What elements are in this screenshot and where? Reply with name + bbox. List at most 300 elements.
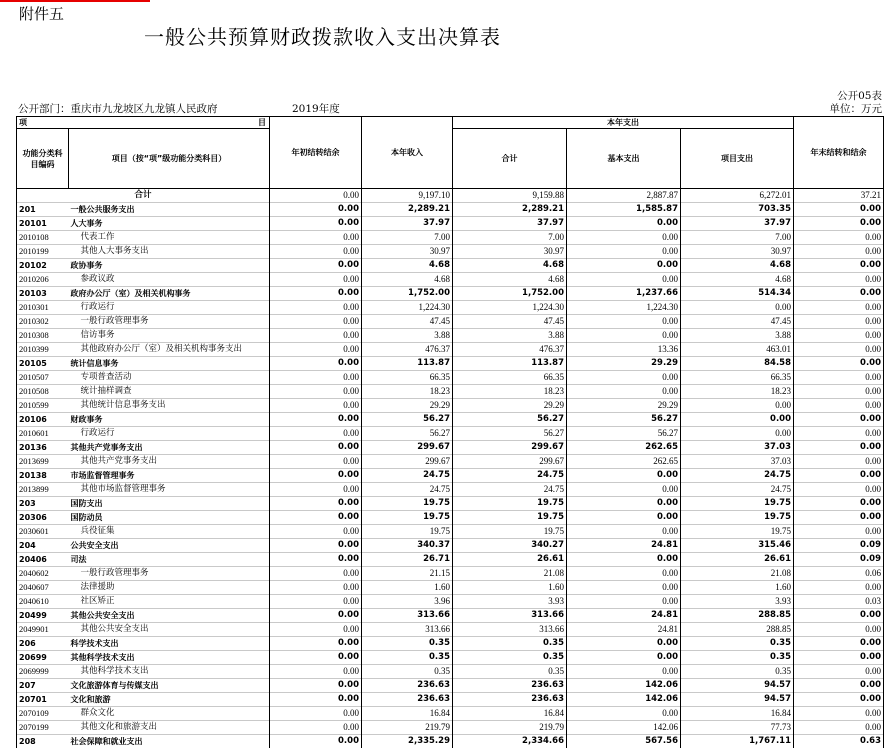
row-expense-project: 1.60 xyxy=(681,581,794,595)
row-expense-basic: 1,585.87 xyxy=(567,203,681,217)
table-row xyxy=(17,707,884,721)
row-code: 2010508 xyxy=(17,385,69,399)
row-expense-basic: 13.36 xyxy=(567,343,681,357)
row-expense-total: 219.79 xyxy=(453,721,567,735)
row-expense-basic: 29.29 xyxy=(567,399,681,413)
row-name: 兵役征集 xyxy=(69,525,270,539)
row-name: 其他市场监督管理事务 xyxy=(69,483,270,497)
row-current-income: 19.75 xyxy=(362,497,453,511)
row-opening-balance: 0.00 xyxy=(270,259,362,273)
row-closing-balance: 0.00 xyxy=(794,665,884,679)
row-name: 专项普查活动 xyxy=(69,371,270,385)
row-opening-balance: 0.00 xyxy=(270,595,362,609)
table-row xyxy=(17,329,884,343)
row-expense-basic: 0.00 xyxy=(567,665,681,679)
table-row xyxy=(17,553,884,567)
table-row xyxy=(17,581,884,595)
table-row xyxy=(17,245,884,259)
row-expense-project: 18.23 xyxy=(681,385,794,399)
row-opening-balance: 0.00 xyxy=(270,721,362,735)
row-name: 财政事务 xyxy=(69,413,270,427)
row-name: 政协事务 xyxy=(69,259,270,273)
row-current-income: 24.75 xyxy=(362,469,453,483)
table-row xyxy=(17,483,884,497)
row-opening-balance: 0.00 xyxy=(270,287,362,301)
row-opening-balance: 0.00 xyxy=(270,665,362,679)
row-code: 2013899 xyxy=(17,483,69,497)
row-name: 统计信息事务 xyxy=(69,357,270,371)
row-expense-basic: 0.00 xyxy=(567,259,681,273)
row-closing-balance: 0.00 xyxy=(794,329,884,343)
table-row xyxy=(17,469,884,483)
row-expense-project: 37.03 xyxy=(681,441,794,455)
row-expense-project: 3.93 xyxy=(681,595,794,609)
row-opening-balance: 0.00 xyxy=(270,329,362,343)
row-closing-balance: 0.00 xyxy=(794,707,884,721)
row-opening-balance: 0.00 xyxy=(270,469,362,483)
row-current-income: 56.27 xyxy=(362,413,453,427)
row-name: 国防动员 xyxy=(69,511,270,525)
row-expense-total: 1,224.30 xyxy=(453,301,567,315)
row-current-income: 2,289.21 xyxy=(362,203,453,217)
row-name: 信访事务 xyxy=(69,329,270,343)
row-name: 一般行政管理事务 xyxy=(69,315,270,329)
row-code: 2010199 xyxy=(17,245,69,259)
row-code: 2070109 xyxy=(17,707,69,721)
total-opening-balance: 0.00 xyxy=(270,189,362,203)
row-expense-project: 30.97 xyxy=(681,245,794,259)
row-expense-total: 19.75 xyxy=(453,497,567,511)
row-expense-basic: 0.00 xyxy=(567,245,681,259)
table-row xyxy=(17,441,884,455)
row-opening-balance: 0.00 xyxy=(270,245,362,259)
row-name: 其他公共安全支出 xyxy=(69,609,270,623)
row-code: 2010507 xyxy=(17,371,69,385)
row-name: 其他文化和旅游支出 xyxy=(69,721,270,735)
row-code: 2040602 xyxy=(17,567,69,581)
row-opening-balance: 0.00 xyxy=(270,553,362,567)
row-expense-basic: 1,237.66 xyxy=(567,287,681,301)
row-current-income: 16.84 xyxy=(362,707,453,721)
row-name: 代表工作 xyxy=(69,231,270,245)
row-expense-total: 21.08 xyxy=(453,567,567,581)
document-title xyxy=(0,21,895,50)
attachment-label: 附件五 xyxy=(19,5,65,23)
row-closing-balance: 0.03 xyxy=(794,595,884,609)
row-closing-balance: 0.00 xyxy=(794,721,884,735)
row-opening-balance: 0.00 xyxy=(270,385,362,399)
row-name: 公共安全支出 xyxy=(69,539,270,553)
row-code: 2040610 xyxy=(17,595,69,609)
row-current-income: 66.35 xyxy=(362,371,453,385)
row-expense-project: 4.68 xyxy=(681,273,794,287)
row-expense-total: 313.66 xyxy=(453,609,567,623)
row-closing-balance: 0.00 xyxy=(794,609,884,623)
row-expense-project: 24.75 xyxy=(681,469,794,483)
row-current-income: 30.97 xyxy=(362,245,453,259)
row-expense-basic: 262.65 xyxy=(567,441,681,455)
header-current-income: 本年收入 xyxy=(362,117,453,189)
row-opening-balance: 0.00 xyxy=(270,693,362,707)
row-expense-basic: 262.65 xyxy=(567,455,681,469)
row-current-income: 236.63 xyxy=(362,693,453,707)
row-closing-balance: 0.00 xyxy=(794,441,884,455)
row-expense-project: 84.58 xyxy=(681,357,794,371)
table-row xyxy=(17,525,884,539)
row-expense-project: 21.08 xyxy=(681,567,794,581)
row-expense-project: 0.00 xyxy=(681,413,794,427)
row-expense-project: 703.35 xyxy=(681,203,794,217)
row-expense-basic: 0.00 xyxy=(567,553,681,567)
table-row xyxy=(17,343,884,357)
table-row xyxy=(17,371,884,385)
row-current-income: 26.71 xyxy=(362,553,453,567)
row-current-income: 0.35 xyxy=(362,665,453,679)
row-expense-total: 7.00 xyxy=(453,231,567,245)
row-name: 社区矫正 xyxy=(69,595,270,609)
row-expense-total: 0.35 xyxy=(453,651,567,665)
row-closing-balance: 0.00 xyxy=(794,651,884,665)
row-expense-basic: 142.06 xyxy=(567,721,681,735)
row-expense-basic: 0.00 xyxy=(567,231,681,245)
table-row xyxy=(17,217,884,231)
row-name: 行政运行 xyxy=(69,301,270,315)
row-expense-total: 236.63 xyxy=(453,679,567,693)
row-code: 20101 xyxy=(17,217,69,231)
table-row xyxy=(17,301,884,315)
row-current-income: 476.37 xyxy=(362,343,453,357)
table-row xyxy=(17,679,884,693)
row-opening-balance: 0.00 xyxy=(270,707,362,721)
row-name: 一般公共服务支出 xyxy=(69,203,270,217)
row-expense-basic: 0.00 xyxy=(567,371,681,385)
row-expense-project: 77.73 xyxy=(681,721,794,735)
row-expense-basic: 0.00 xyxy=(567,217,681,231)
row-current-income: 29.29 xyxy=(362,399,453,413)
row-opening-balance: 0.00 xyxy=(270,567,362,581)
table-row xyxy=(17,455,884,469)
table-row xyxy=(17,609,884,623)
row-closing-balance: 0.00 xyxy=(794,679,884,693)
row-expense-project: 19.75 xyxy=(681,511,794,525)
row-current-income: 19.75 xyxy=(362,525,453,539)
row-expense-total: 19.75 xyxy=(453,511,567,525)
row-expense-total: 18.23 xyxy=(453,385,567,399)
row-expense-basic: 0.00 xyxy=(567,637,681,651)
table-row xyxy=(17,665,884,679)
row-expense-total: 299.67 xyxy=(453,455,567,469)
row-opening-balance: 0.00 xyxy=(270,217,362,231)
row-closing-balance: 0.09 xyxy=(794,539,884,553)
row-current-income: 18.23 xyxy=(362,385,453,399)
row-expense-basic: 0.00 xyxy=(567,581,681,595)
row-expense-project: 66.35 xyxy=(681,371,794,385)
row-closing-balance: 0.00 xyxy=(794,357,884,371)
row-current-income: 37.97 xyxy=(362,217,453,231)
row-current-income: 47.45 xyxy=(362,315,453,329)
total-current-income: 9,197.10 xyxy=(362,189,453,203)
fiscal-year: 2019年度 xyxy=(292,103,340,115)
row-closing-balance: 0.00 xyxy=(794,427,884,441)
row-code: 206 xyxy=(17,637,69,651)
row-expense-basic: 24.81 xyxy=(567,623,681,637)
row-code: 2010399 xyxy=(17,343,69,357)
row-name: 市场监督管理事务 xyxy=(69,469,270,483)
row-opening-balance: 0.00 xyxy=(270,301,362,315)
row-code: 20102 xyxy=(17,259,69,273)
total-expense-basic: 2,887.87 xyxy=(567,189,681,203)
row-code: 2010601 xyxy=(17,427,69,441)
row-expense-total: 313.66 xyxy=(453,623,567,637)
row-code: 2049901 xyxy=(17,623,69,637)
row-opening-balance: 0.00 xyxy=(270,371,362,385)
row-code: 2010108 xyxy=(17,231,69,245)
row-code: 2010301 xyxy=(17,301,69,315)
row-opening-balance: 0.00 xyxy=(270,455,362,469)
row-opening-balance: 0.00 xyxy=(270,483,362,497)
header-closing-balance: 年末结转和结余 xyxy=(794,117,884,189)
table-row xyxy=(17,273,884,287)
row-expense-total: 37.97 xyxy=(453,217,567,231)
row-expense-project: 288.85 xyxy=(681,623,794,637)
row-opening-balance: 0.00 xyxy=(270,427,362,441)
row-closing-balance: 0.00 xyxy=(794,413,884,427)
row-name: 其他统计信息事务支出 xyxy=(69,399,270,413)
row-expense-basic: 56.27 xyxy=(567,427,681,441)
row-expense-project: 47.45 xyxy=(681,315,794,329)
row-code: 20306 xyxy=(17,511,69,525)
row-expense-basic: 0.00 xyxy=(567,315,681,329)
row-expense-total: 2,289.21 xyxy=(453,203,567,217)
row-opening-balance: 0.00 xyxy=(270,525,362,539)
row-name: 群众文化 xyxy=(69,707,270,721)
row-current-income: 340.37 xyxy=(362,539,453,553)
row-name: 法律援助 xyxy=(69,581,270,595)
row-closing-balance: 0.09 xyxy=(794,553,884,567)
row-expense-total: 19.75 xyxy=(453,525,567,539)
budget-table xyxy=(16,116,884,748)
row-name: 其他科学技术支出 xyxy=(69,665,270,679)
row-expense-basic: 56.27 xyxy=(567,413,681,427)
row-closing-balance: 0.00 xyxy=(794,301,884,315)
row-expense-total: 47.45 xyxy=(453,315,567,329)
row-expense-project: 0.35 xyxy=(681,665,794,679)
unit-label: 单位：万元 xyxy=(829,103,882,115)
table-row xyxy=(17,413,884,427)
row-expense-project: 26.61 xyxy=(681,553,794,567)
row-current-income: 2,335.29 xyxy=(362,735,453,749)
row-code: 203 xyxy=(17,497,69,511)
row-expense-total: 24.75 xyxy=(453,483,567,497)
table-row xyxy=(17,357,884,371)
row-opening-balance: 0.00 xyxy=(270,623,362,637)
row-closing-balance: 0.00 xyxy=(794,273,884,287)
table-row xyxy=(17,595,884,609)
table-row xyxy=(17,735,884,749)
header-row-1 xyxy=(17,117,884,129)
row-expense-total: 340.27 xyxy=(453,539,567,553)
row-closing-balance: 0.00 xyxy=(794,231,884,245)
row-expense-project: 37.97 xyxy=(681,217,794,231)
row-opening-balance: 0.00 xyxy=(270,203,362,217)
row-closing-balance: 0.00 xyxy=(794,483,884,497)
row-current-income: 299.67 xyxy=(362,455,453,469)
row-opening-balance: 0.00 xyxy=(270,231,362,245)
row-expense-basic: 142.06 xyxy=(567,679,681,693)
row-opening-balance: 0.00 xyxy=(270,511,362,525)
row-name: 政府办公厅（室）及相关机构事务 xyxy=(69,287,270,301)
table-row xyxy=(17,497,884,511)
row-code: 2010308 xyxy=(17,329,69,343)
row-current-income: 1,752.00 xyxy=(362,287,453,301)
row-expense-basic: 29.29 xyxy=(567,357,681,371)
row-expense-basic: 0.00 xyxy=(567,483,681,497)
row-expense-project: 4.68 xyxy=(681,259,794,273)
row-current-income: 7.00 xyxy=(362,231,453,245)
row-opening-balance: 0.00 xyxy=(270,413,362,427)
header-name: 项目（按“项”级功能分类科目） xyxy=(69,129,270,189)
row-expense-basic: 0.00 xyxy=(567,707,681,721)
row-closing-balance: 0.00 xyxy=(794,511,884,525)
row-expense-basic: 0.00 xyxy=(567,469,681,483)
row-expense-basic: 0.00 xyxy=(567,385,681,399)
row-name: 科学技术支出 xyxy=(69,637,270,651)
row-current-income: 299.67 xyxy=(362,441,453,455)
row-name: 其他政府办公厅（室）及相关机构事务支出 xyxy=(69,343,270,357)
row-opening-balance: 0.00 xyxy=(270,539,362,553)
row-expense-basic: 0.00 xyxy=(567,511,681,525)
row-expense-total: 113.87 xyxy=(453,357,567,371)
row-expense-total: 29.29 xyxy=(453,399,567,413)
row-expense-basic: 0.00 xyxy=(567,567,681,581)
row-expense-project: 37.03 xyxy=(681,455,794,469)
row-code: 20406 xyxy=(17,553,69,567)
row-code: 20699 xyxy=(17,651,69,665)
row-current-income: 313.66 xyxy=(362,609,453,623)
row-expense-total: 4.68 xyxy=(453,273,567,287)
row-expense-total: 30.97 xyxy=(453,245,567,259)
row-closing-balance: 0.00 xyxy=(794,497,884,511)
document-title-text: 一般公共预算财政拨款收入支出决算表 xyxy=(144,25,501,49)
row-expense-total: 3.88 xyxy=(453,329,567,343)
row-name: 其他科学技术支出 xyxy=(69,651,270,665)
total-expense-project: 6,272.01 xyxy=(681,189,794,203)
row-code: 20701 xyxy=(17,693,69,707)
top-accent-line xyxy=(0,0,150,2)
header-item xyxy=(17,117,270,129)
row-expense-project: 1,767.11 xyxy=(681,735,794,749)
row-closing-balance: 0.00 xyxy=(794,315,884,329)
row-closing-balance: 0.00 xyxy=(794,217,884,231)
header-current-expense: 本年支出 xyxy=(453,117,794,129)
header-basic: 基本支出 xyxy=(567,129,681,189)
row-name: 其他公共安全支出 xyxy=(69,623,270,637)
row-expense-basic: 142.06 xyxy=(567,693,681,707)
table-body xyxy=(17,189,884,749)
row-code: 204 xyxy=(17,539,69,553)
row-opening-balance: 0.00 xyxy=(270,497,362,511)
row-opening-balance: 0.00 xyxy=(270,343,362,357)
row-current-income: 19.75 xyxy=(362,511,453,525)
table-row xyxy=(17,693,884,707)
table-row xyxy=(17,287,884,301)
row-code: 2010206 xyxy=(17,273,69,287)
row-expense-total: 56.27 xyxy=(453,413,567,427)
row-expense-project: 0.00 xyxy=(681,399,794,413)
row-code: 20499 xyxy=(17,609,69,623)
row-expense-project: 19.75 xyxy=(681,497,794,511)
total-row xyxy=(17,189,884,203)
header-project: 项目支出 xyxy=(681,129,794,189)
row-opening-balance: 0.00 xyxy=(270,273,362,287)
row-code: 2010302 xyxy=(17,315,69,329)
header-total: 合计 xyxy=(453,129,567,189)
row-opening-balance: 0.00 xyxy=(270,315,362,329)
row-current-income: 3.88 xyxy=(362,329,453,343)
table-row xyxy=(17,259,884,273)
header-code: 功能分类科目编码 xyxy=(17,129,69,189)
row-current-income: 0.35 xyxy=(362,637,453,651)
row-code: 201 xyxy=(17,203,69,217)
row-code: 2030601 xyxy=(17,525,69,539)
row-expense-total: 299.67 xyxy=(453,441,567,455)
row-current-income: 313.66 xyxy=(362,623,453,637)
header-item-right: 目 xyxy=(258,118,266,127)
row-expense-project: 514.34 xyxy=(681,287,794,301)
table-row xyxy=(17,539,884,553)
department-label: 公开部门：重庆市九龙坡区九龙镇人民政府 xyxy=(18,103,218,115)
row-current-income: 4.68 xyxy=(362,273,453,287)
row-expense-total: 236.63 xyxy=(453,693,567,707)
row-expense-project: 24.75 xyxy=(681,483,794,497)
row-closing-balance: 0.00 xyxy=(794,623,884,637)
row-code: 207 xyxy=(17,679,69,693)
row-opening-balance: 0.00 xyxy=(270,581,362,595)
row-name: 社会保障和就业支出 xyxy=(69,735,270,749)
table-row xyxy=(17,567,884,581)
row-expense-total: 0.35 xyxy=(453,665,567,679)
row-expense-project: 3.88 xyxy=(681,329,794,343)
row-current-income: 21.15 xyxy=(362,567,453,581)
row-expense-basic: 0.00 xyxy=(567,651,681,665)
row-opening-balance: 0.00 xyxy=(270,651,362,665)
row-current-income: 236.63 xyxy=(362,679,453,693)
row-opening-balance: 0.00 xyxy=(270,609,362,623)
row-opening-balance: 0.00 xyxy=(270,679,362,693)
row-opening-balance: 0.00 xyxy=(270,399,362,413)
row-expense-project: 0.00 xyxy=(681,427,794,441)
table-row xyxy=(17,399,884,413)
row-closing-balance: 0.00 xyxy=(794,469,884,483)
row-closing-balance: 0.63 xyxy=(794,735,884,749)
row-expense-total: 476.37 xyxy=(453,343,567,357)
row-name: 其他共产党事务支出 xyxy=(69,441,270,455)
row-expense-total: 66.35 xyxy=(453,371,567,385)
row-closing-balance: 0.00 xyxy=(794,371,884,385)
row-closing-balance: 0.00 xyxy=(794,693,884,707)
row-name: 人大事务 xyxy=(69,217,270,231)
row-closing-balance: 0.00 xyxy=(794,259,884,273)
total-closing-balance: 37.21 xyxy=(794,189,884,203)
row-expense-total: 56.27 xyxy=(453,427,567,441)
row-expense-basic: 567.56 xyxy=(567,735,681,749)
row-opening-balance: 0.00 xyxy=(270,357,362,371)
row-expense-project: 288.85 xyxy=(681,609,794,623)
table-row xyxy=(17,203,884,217)
row-closing-balance: 0.06 xyxy=(794,567,884,581)
form-number: 公开05表 xyxy=(837,90,882,102)
row-expense-project: 94.57 xyxy=(681,679,794,693)
